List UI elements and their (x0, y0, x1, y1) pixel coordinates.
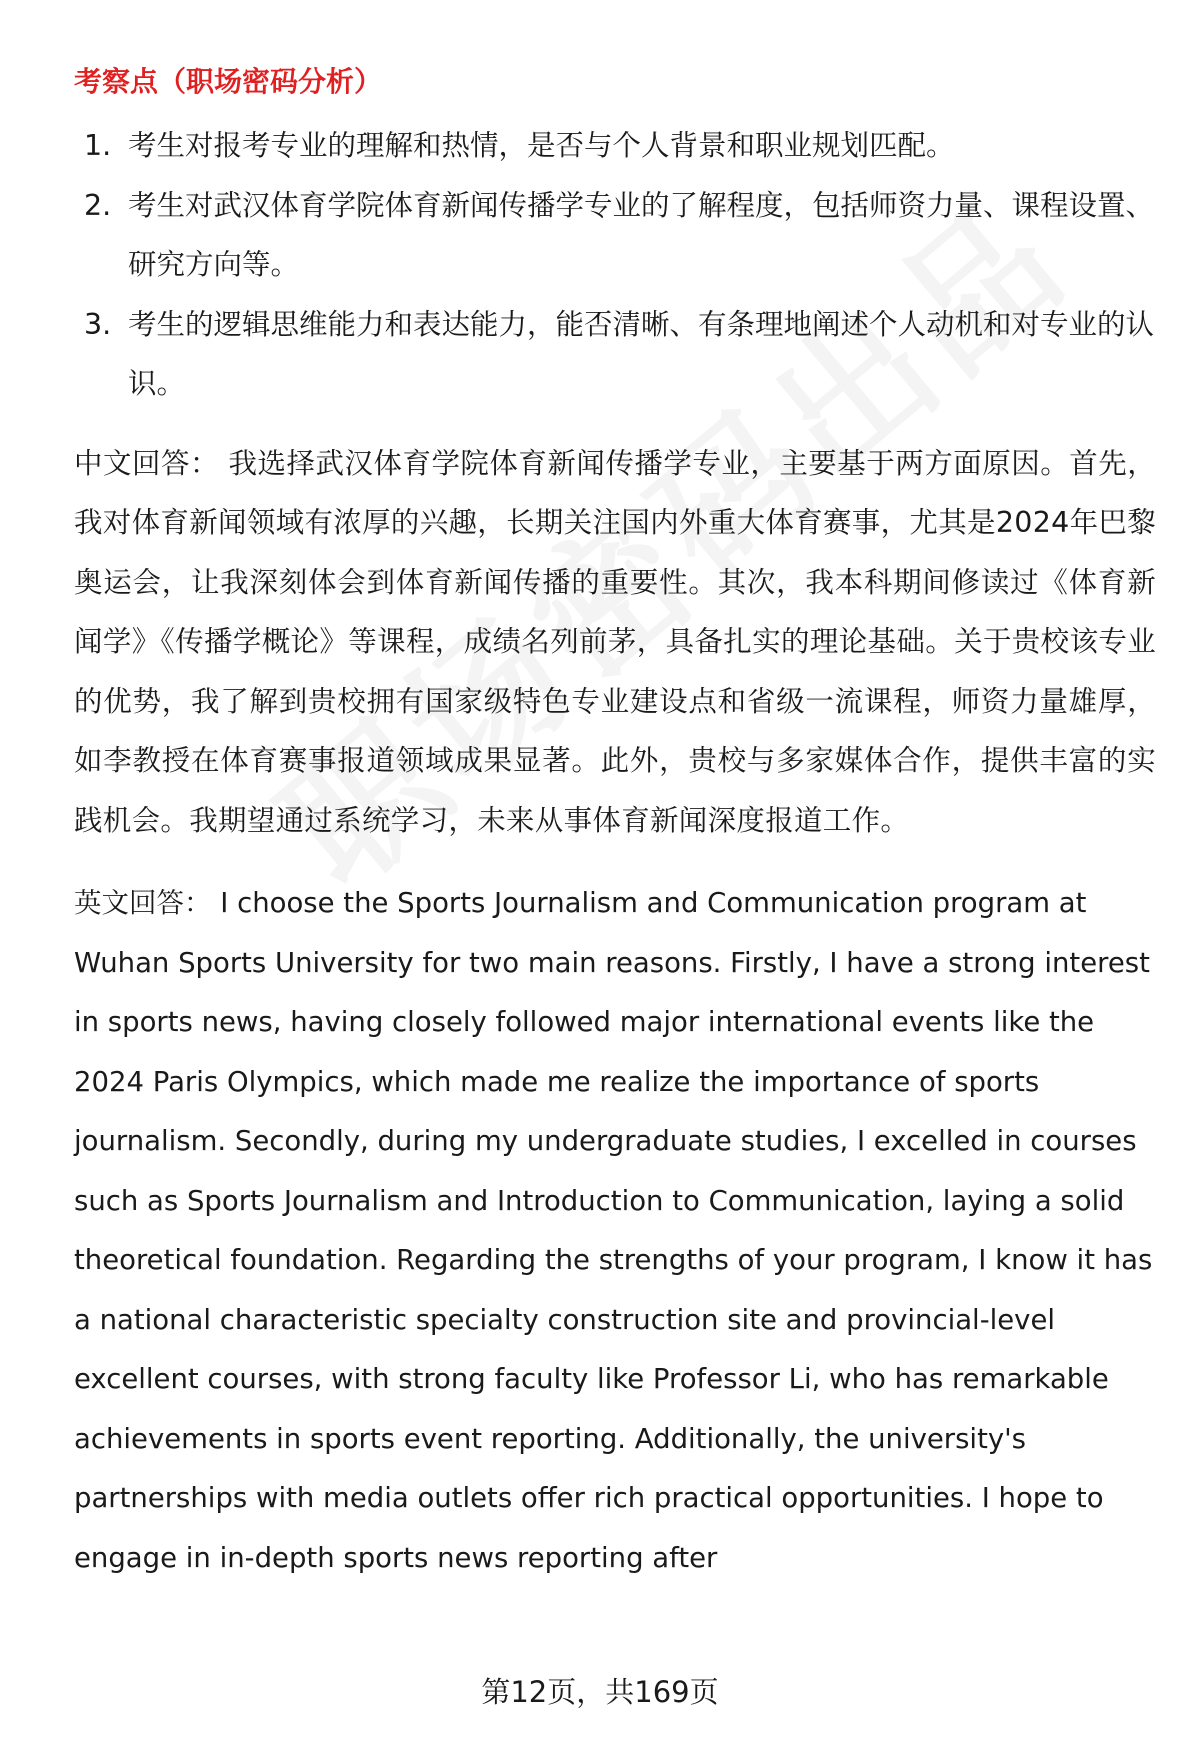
list-item-text: 考生对武汉体育学院体育新闻传播学专业的了解程度，包括师资力量、课程设置、研究方向等。 (128, 188, 1155, 281)
chinese-answer-label: 中文回答： (74, 446, 219, 480)
english-answer-label: 英文回答： (74, 887, 212, 919)
section-title: 考察点（职场密码分析） (74, 65, 383, 98)
list-item (74, 176, 1156, 295)
list-item-number: 1. (84, 129, 112, 162)
list-item-number: 2. (84, 188, 112, 222)
english-answer (74, 874, 1156, 1588)
list-item (74, 116, 1156, 176)
list-item-text: 考生对报考专业的理解和热情，是否与个人背景和职业规划匹配。 (128, 129, 955, 162)
page-content (74, 56, 1156, 1588)
chinese-answer (74, 434, 1156, 851)
chinese-answer-text: 我选择武汉体育学院体育新闻传播学专业，主要基于两方面原因。首先，我对体育新闻领域有浓厚的兴趣，长期关注国内外重大体育赛事，尤其是2024年巴黎奥运会，让我深刻体会到体育新闻传播的重要性。其次，我本科期间修读过《体育新闻学》《传播学概论》等课程，成绩名列前茅，具备扎实的理论基础。关于贵校该专业的优势，我了解到贵校拥有国家级特色专业建设点和省级一流课程，师资力量雄厚，如李教授在体育赛事报道领域成果显著。此外，贵校与多家媒体合作，提供丰富的实践机会。我期望通过系统学习，未来从事体育新闻深度报道工作。 (74, 446, 1156, 837)
list-item-text: 考生的逻辑思维能力和表达能力，能否清晰、有条理地阐述个人动机和对专业的认识。 (128, 307, 1155, 400)
page-number-footer: 第12页，共169页 (481, 1675, 719, 1709)
english-answer-text: I choose the Sports Journalism and Communication program at Wuhan Sports University for two main reasons. Firstly, I have a strong interest in sports news, having closely followed major international events like the 2024 Paris Olympics, which made me realize the importance of sports journalism. Secondly, during my undergraduate studies, I excelled in courses such as Sports Journalism and Introduction to Communication, laying a solid theoretical foundation. Regarding the strengths of your program, I know it has a national characteristic specialty construction site and provincial-level excellent courses, with strong faculty like Professor Li, who has remarkable achievements in sports event reporting. Additionally, the university's partnerships with media outlets offer rich practical opportunities. I hope to engage in in-depth sports news reporting after (74, 887, 1153, 1574)
list-item (74, 295, 1156, 414)
list-item-number: 3. (84, 307, 112, 341)
analysis-points-list (74, 116, 1156, 414)
